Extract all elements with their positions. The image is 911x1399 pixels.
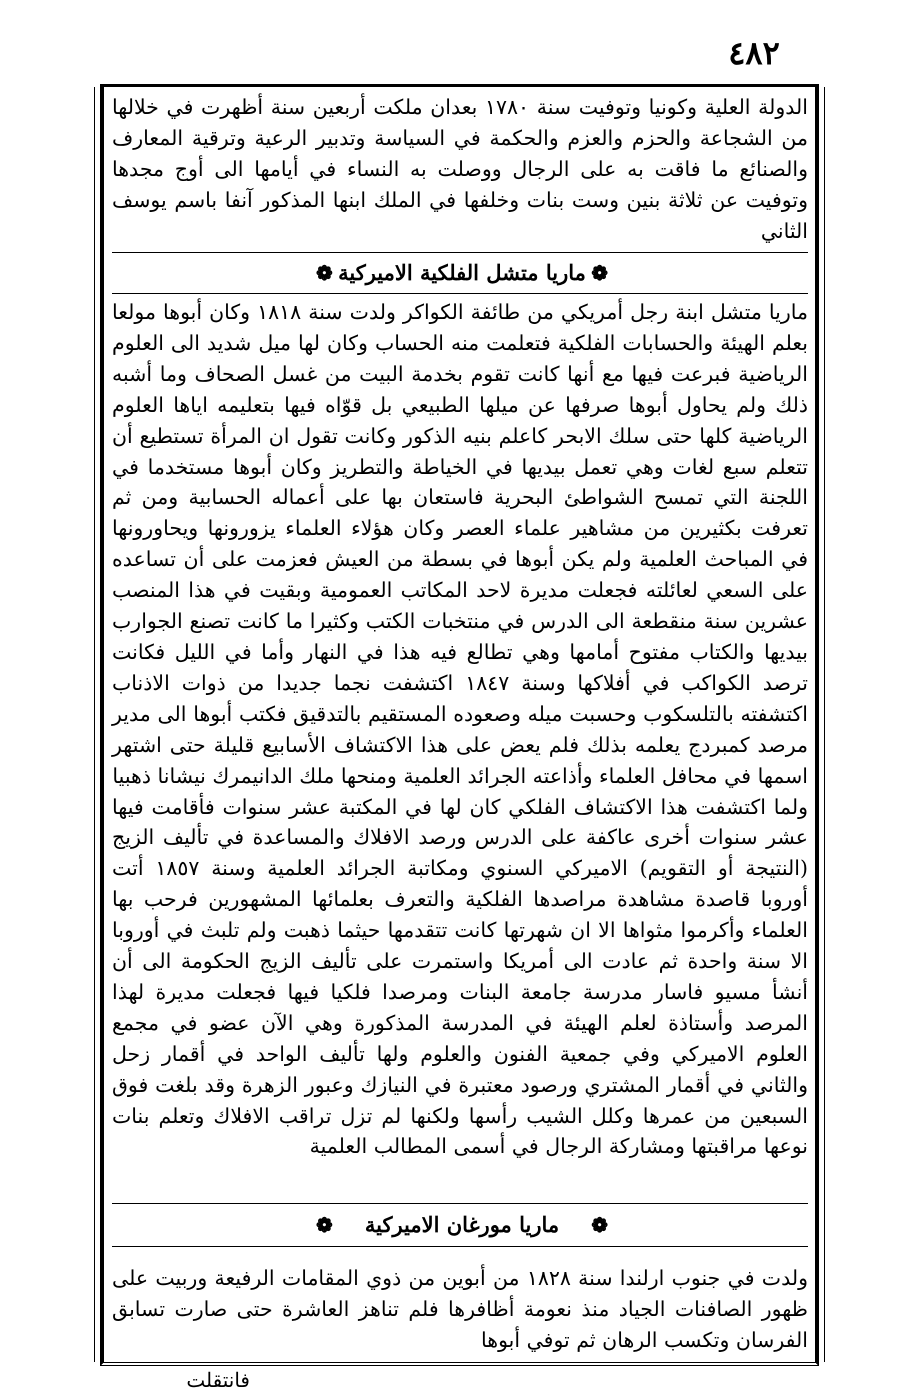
section-heading — [316, 1210, 608, 1240]
section-1-text — [112, 92, 808, 246]
section-3-text — [112, 1263, 808, 1355]
divider — [112, 293, 808, 294]
divider — [112, 1203, 808, 1204]
divider — [112, 1246, 808, 1247]
section-2-text — [112, 297, 808, 1197]
ornament-icon: ❁ — [316, 261, 333, 285]
paragraph: ولما اكتشفت هذا الاكتشاف الفلكي كان لها في المكتبة عشر سنوات فأقامت فيها عشر سنوات أخرى عاكفة على الدرس ورصد الافلاك والمساعدة في تأليف الزيج (النتيجة أو التقويم) الاميركي السنوي ومكاتبة الجرائد العلمية وسنة ١٨٥٧ أتت أوروبا قاصدة مشاهدة مراصدها الفلكية والتعرف بعلمائها المشهورين فرحب بها العلماء وأكرموا مثواها الا ان شهرتها كانت تتقدمها حيثما ذهبت ولم تلبث في أوروبا الا سنة واحدة ثم عادت الى أمريكا واستمرت على تأليف الزيج الحكومة الى أن أنشأ مسيو فاسار مدرسة جامعة البنات ومرصدا فلكيا فيها فجعلت مديرة لهذا المرصد وأستاذة لعلم الهيئة في المدرسة المذكورة وهي الآن عضو في مجمع العلوم الاميركي وفي جمعية الفنون والعلوم ولها تأليف الواحد في أقمار زحل والثاني في أقمار المشتري ورصود معتبرة في النيازك وعبور الزهرة وقد بلغت فوق السبعين من عمرها وكلل الشيب رأسها ولكنها لم تزل تراقب الافلاك وتعلم بنات نوعها مراقبتها ومشاركة الرجال في أسمى المطالب العلمية — [112, 794, 809, 1159]
catchword: فانتقلت — [186, 1368, 250, 1392]
ornament-icon: ❁ — [591, 261, 608, 285]
paragraph: الدولة العلية وكونيا وتوفيت سنة ١٧٨٠ بعدان ملكت أربعين سنة أظهرت في خلالها من الشجاعة والحزم والعزم والحكمة في السياسة وتدبير الرعية وترقية المعارف والصنائع ما فاقت به على الرجال ووصلت به النساء في أيامها الى أوج مجدها وتوفيت عن ثلاثة بنين وست بنات وخلفها في الملك ابنها المذكور آنفا باسم يوسف الثاني — [112, 95, 808, 243]
divider — [112, 252, 808, 253]
paragraph: ماريا متشل ابنة رجل أمريكي من طائفة الكواكر ولدت سنة ١٨١٨ وكان أبوها مولعا بعلم الهيئة والحسابات الفلكية فتعلمت منه الحساب وكان لها ميل شديد الى العلوم الرياضية فبرعت فيها مع أنها كانت تقوم بخدمة البيت من غسل الصحاف وما أشبه ذلك ولم يحاول أبوها صرفها عن ميلها الطبيعي بل قوّاه فيها بتعليمه اياها العلوم الرياضية كلها حتى سلك الابحر كاعلم بنيه الذكور وكانت تقول ان المرأة تستطيع أن تتعلم سبع لغات وهي تعمل بيديها في الخياطة والتطريز وكان أبوها مستخدما في اللجنة التي تمسح الشواطئ البحرية فاستعان بها على أعماله الحسابية ومن ثم تعرفت بكثيرين من مشاهير علماء العصر وكان هؤلاء العلماء يزورونها ويحاورونها في المباحث العلمية ولم يكن أبوها في بسطة من العيش فعزمت على أن تساعده على السعي لعائلته فجعلت مديرة لاحد المكاتب العمومية وبقيت في هذا المنصب عشرين سنة منقطعة الى الدرس في منتخبات الكتب وكثيرا ما كانت تصنع الجوارب بيديها والكتاب مفتوح أمامها وهي تطالع فيه هذا في النهار وأما في الليل فكانت ترصد الكواكب في أفلاكها وسنة ١٨٤٧ اكتشفت نجما جديدا من ذوات الاذناب اكتشفته بالتلسكوب وحسبت ميله وصعوده المستقيم بالتدقيق فكتب أبوها الى مدير مرصد كمبردج يعلمه بذلك فلم يعض على هذا الاكتشاف الأسابيع قليلة حتى اشتهر اسمها في محافل العلماء وأذاعته الجرائد العلمية ومنحها ملك الدانيمرك نيشانا ذهبيا — [112, 300, 808, 788]
heading-text: ماريا متشل الفلكية الاميركية — [338, 260, 586, 285]
page-number: ٤٨٢ — [728, 34, 780, 72]
ornament-icon: ❁ — [316, 1213, 333, 1237]
section-heading — [316, 258, 608, 288]
heading-text: ماريا مورغان الاميركية — [364, 1212, 560, 1237]
paragraph: ولدت في جنوب ارلندا سنة ١٨٢٨ من أبوين من ذوي المقامات الرفيعة وربيت على ظهور الصافنات الجياد منذ نعومة أظافرها فلم تناهز العاشرة حتى صارت تسابق الفرسان وتكسب الرهان ثم توفي أبوها — [112, 1266, 808, 1352]
ornament-icon: ❁ — [591, 1213, 608, 1237]
